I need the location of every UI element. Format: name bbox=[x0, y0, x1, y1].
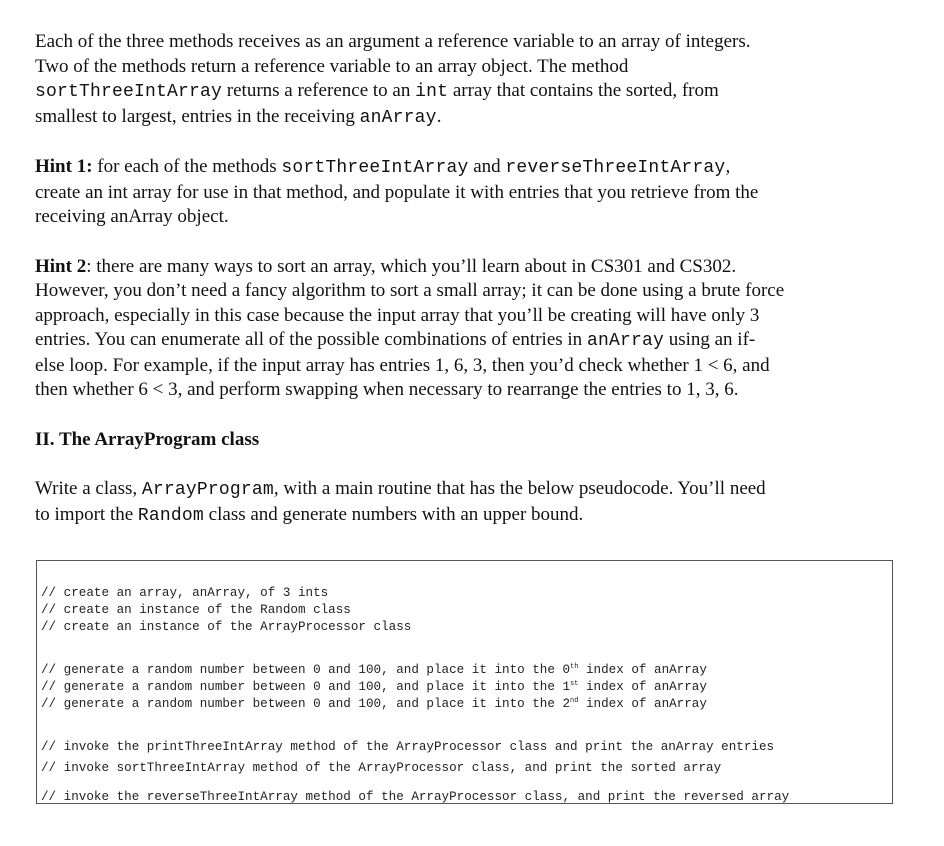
hint-2-text: approach, especially in this case because the input array that you’ll be creating will have only 3 bbox=[35, 304, 760, 326]
hint-2-paragraph bbox=[35, 255, 915, 403]
code-line: // create an instance of the Random class bbox=[41, 603, 351, 617]
code-sortThreeIntArray: sortThreeIntArray bbox=[281, 158, 469, 178]
code-anArray: anArray bbox=[359, 107, 437, 128]
code-text: // generate a random number between 0 and 100, and place it into the bbox=[41, 697, 563, 711]
hint-2-label: Hint 2 bbox=[35, 255, 87, 277]
section-text: class and generate numbers with an upper bound. bbox=[203, 503, 584, 525]
intro-text: returns a reference to an bbox=[222, 80, 416, 101]
code-line: // invoke the reverseThreeIntArray method of the ArrayProcessor class, and print the reversed array bbox=[41, 790, 790, 804]
code-ArrayProgram: ArrayProgram bbox=[141, 480, 274, 500]
intro-line-1: Each of the three methods receives as an argument a reference variable to an array of integers. bbox=[35, 31, 751, 52]
section-text: Write a class, bbox=[35, 478, 142, 499]
ordinal-suffix: nd bbox=[570, 696, 579, 705]
code-anArray: anArray bbox=[586, 331, 664, 351]
code-text: index of anArray bbox=[578, 680, 707, 694]
index-number: 2 bbox=[562, 697, 571, 711]
section-text: to import the bbox=[35, 503, 138, 525]
hint-1-text: and bbox=[468, 156, 506, 177]
section-paragraph bbox=[35, 477, 915, 528]
intro-paragraph bbox=[35, 30, 915, 130]
code-text: index of anArray bbox=[578, 697, 707, 711]
hint-1-paragraph bbox=[35, 155, 915, 230]
hint-2-text: However, you don’t need a fancy algorithm to sort a small array; it can be done using a brute force bbox=[35, 280, 785, 301]
code-line: // create an instance of the ArrayProcessor class bbox=[41, 620, 412, 634]
code-text: // generate a random number between 0 and 100, and place it into the bbox=[41, 663, 563, 677]
code-line bbox=[41, 679, 707, 696]
code-sortThreeIntArray: sortThreeIntArray bbox=[35, 82, 223, 102]
pseudocode-box bbox=[36, 560, 893, 804]
hint-2-text: then whether 6 < 3, and perform swapping when necessary to rearrange the entries to 1, 3, 6. bbox=[35, 379, 739, 400]
hint-2-text: using an if- bbox=[663, 329, 756, 350]
section-heading: II. The ArrayProgram class bbox=[35, 428, 260, 450]
section-text: , with a main routine that has the below pseudocode. You’ll need bbox=[273, 478, 766, 499]
hint-2-text: : there are many ways to sort an array, which you’ll learn about in CS301 and CS302. bbox=[86, 255, 737, 277]
code-reverseThreeIntArray: reverseThreeIntArray bbox=[505, 158, 726, 178]
index-number: 0 bbox=[562, 663, 571, 677]
ordinal-suffix: st bbox=[570, 679, 579, 688]
index-number: 1 bbox=[562, 680, 571, 694]
hint-1-label: Hint 1: bbox=[35, 156, 93, 177]
hint-2-text: entries. You can enumerate all of the possible combinations of entries in bbox=[35, 329, 587, 350]
hint-1-text: for each of the methods bbox=[92, 156, 282, 177]
code-text: // generate a random number between 0 and 100, and place it into the bbox=[41, 680, 563, 694]
hint-1-text: create an int array for use in that method, and populate it with entries that you retrieve from the bbox=[35, 181, 759, 203]
code-Random: Random bbox=[137, 505, 204, 526]
document-body bbox=[35, 30, 915, 528]
intro-line-2: Two of the methods return a reference variable to an array object. The method bbox=[35, 55, 629, 77]
intro-text: . bbox=[436, 105, 442, 127]
code-line: // invoke the printThreeIntArray method of the ArrayProcessor class and print the anArray entries bbox=[41, 740, 775, 754]
hint-2-text: else loop. For example, if the input array has entries 1, 6, 3, then you’d check whether 1 < 6, and bbox=[35, 354, 770, 376]
intro-text: smallest to largest, entries in the receiving bbox=[35, 105, 360, 127]
hint-1-text: receiving anArray object. bbox=[35, 206, 229, 227]
code-line: // create an array, anArray, of 3 ints bbox=[41, 586, 329, 600]
ordinal-suffix: th bbox=[570, 662, 579, 671]
code-line bbox=[41, 662, 707, 679]
code-line bbox=[41, 696, 707, 713]
code-int: int bbox=[415, 82, 449, 102]
intro-text: array that contains the sorted, from bbox=[448, 80, 719, 101]
code-text: index of anArray bbox=[578, 663, 707, 677]
code-line: // invoke sortThreeIntArray method of the ArrayProcessor class, and print the sorted array bbox=[41, 761, 722, 775]
hint-1-text: , bbox=[725, 156, 731, 177]
